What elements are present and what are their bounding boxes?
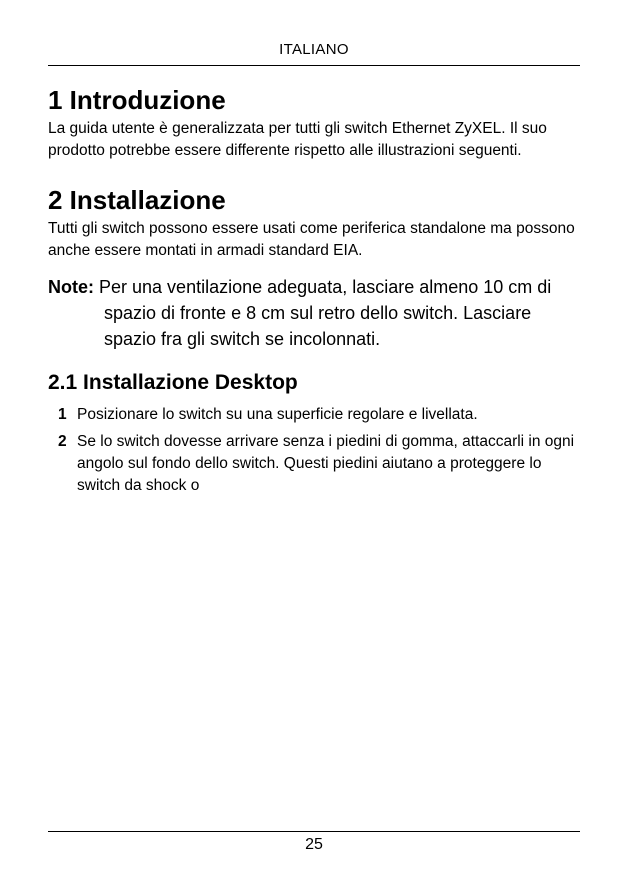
list-item [48,431,580,497]
header-divider [48,65,580,66]
section-title-installazione: 2 Installazione [48,185,226,215]
section-body-introduzione: La guida utente è generalizzata per tutti gli switch Ethernet ZyXEL. Il suo prodotto potrebbe essere differente rispetto alle illustrazioni seguenti. [48,120,547,159]
step-number: 2 [58,433,67,450]
note-label: Note: [48,277,94,297]
step-number: 1 [58,406,67,423]
page-header-language: ITALIANO [279,41,349,58]
page-content [48,78,580,502]
ventilation-note [48,274,580,352]
footer-divider [48,831,580,832]
installation-steps-list [48,404,580,497]
section-body-installazione: Tutti gli switch possono essere usati come periferica standalone ma possono anche essere montati in armadi standard EIA. [48,220,575,259]
step-text: Posizionare lo switch su una superficie regolare e livellata. [77,406,478,423]
step-text: Se lo switch dovesse arrivare senza i piedini di gomma, attaccarli in ogni angolo sul fondo dello switch. Questi piedini aiutano a proteggere lo switch da shock o [77,433,575,494]
note-text: Per una ventilazione adeguata, lasciare almeno 10 cm di spazio di fronte e 8 cm sul retro dello switch. Lasciare spazio fra gli switch se incolonnati. [99,277,552,349]
section-title-introduzione: 1 Introduzione [48,85,226,115]
section-title-installazione-desktop: 2.1 Installazione Desktop [48,371,298,394]
list-item [48,404,580,426]
page-number: 25 [305,836,323,853]
